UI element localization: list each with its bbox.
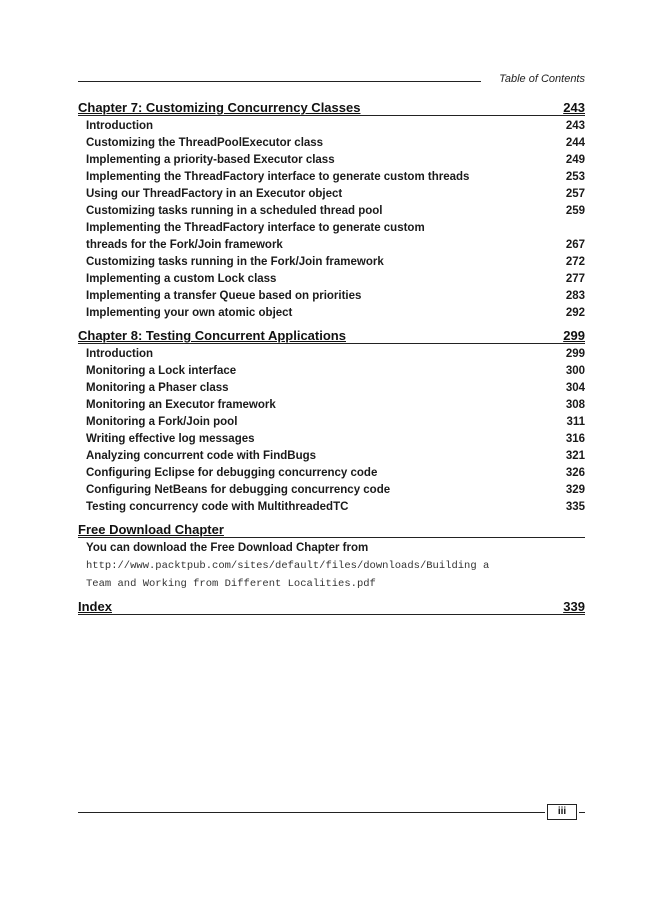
entry-title: Customizing tasks running in the Fork/Join framework <box>86 256 384 268</box>
page-number: iii <box>547 804 577 820</box>
entry-page: 243 <box>565 120 585 132</box>
toc-entry[interactable] <box>86 414 585 431</box>
entry-title: Implementing a priority-based Executor class <box>86 154 335 166</box>
entry-page: 304 <box>565 382 585 394</box>
chapter-title: Index <box>78 599 112 614</box>
entry-page: 326 <box>565 467 585 479</box>
entry-page: 335 <box>565 501 585 513</box>
toc-entry[interactable] <box>86 288 585 305</box>
entry-page: 292 <box>565 307 585 319</box>
entry-title-line-1: Implementing the ThreadFactory interface to generate custom <box>86 222 425 234</box>
entry-title: Writing effective log messages <box>86 433 255 445</box>
toc-entry[interactable] <box>86 397 585 414</box>
free-download-text <box>86 540 585 557</box>
toc-entry[interactable] <box>86 186 585 203</box>
chapter-7-entries <box>86 118 585 322</box>
entry-title: Customizing the ThreadPoolExecutor class <box>86 137 324 149</box>
entry-title: Implementing a custom Lock class <box>86 273 277 285</box>
entry-page: 267 <box>565 239 585 251</box>
entry-title: Monitoring a Fork/Join pool <box>86 416 238 428</box>
header-label: Table of Contents <box>499 73 585 85</box>
entry-title: Implementing a transfer Queue based on priorities <box>86 290 362 302</box>
chapter-title: Free Download Chapter <box>78 522 224 537</box>
chapter-7-heading[interactable] <box>78 98 585 116</box>
entry-page: 272 <box>565 256 585 268</box>
running-header <box>78 72 585 88</box>
entry-page: 308 <box>565 399 585 411</box>
entry-title: Monitoring a Phaser class <box>86 382 229 394</box>
entry-page: 283 <box>565 290 585 302</box>
chapter-8-entries <box>86 346 585 516</box>
page-footer <box>78 804 585 820</box>
toc-entry[interactable] <box>86 271 585 288</box>
entry-title: Configuring Eclipse for debugging concurrency code <box>86 467 378 479</box>
entry-page: 321 <box>565 450 585 462</box>
entry-title: Using our ThreadFactory in an Executor object <box>86 188 343 200</box>
entry-page: 329 <box>565 484 585 496</box>
toc-entry[interactable] <box>86 135 585 152</box>
entry-page: 311 <box>566 416 585 428</box>
entry-title: Introduction <box>86 348 154 360</box>
entry-title-line-2: threads for the Fork/Join framework <box>86 239 283 251</box>
toc-entry[interactable] <box>86 482 585 499</box>
footer-rule <box>78 812 545 813</box>
entry-page: 244 <box>565 137 585 149</box>
table-of-contents <box>78 98 585 615</box>
entry-title: Monitoring a Lock interface <box>86 365 237 377</box>
chapter-title: Chapter 8: Testing Concurrent Applications <box>78 328 346 343</box>
toc-entry[interactable] <box>86 305 585 322</box>
entry-title: Customizing tasks running in a scheduled thread pool <box>86 205 383 217</box>
entry-page: 316 <box>565 433 585 445</box>
entry-page: 257 <box>565 188 585 200</box>
toc-entry[interactable] <box>86 254 585 271</box>
toc-entry[interactable] <box>86 118 585 135</box>
toc-entry[interactable] <box>86 431 585 448</box>
entry-page: 253 <box>565 171 585 183</box>
entry-title: Introduction <box>86 120 154 132</box>
download-url-line-2[interactable]: Team and Working from Different Localities.pdf <box>86 578 376 590</box>
toc-entry[interactable] <box>86 363 585 380</box>
entry-title: Analyzing concurrent code with FindBugs <box>86 450 317 462</box>
entry-title: Implementing the ThreadFactory interface to generate custom threads <box>86 171 470 183</box>
chapter-8-heading[interactable] <box>78 326 585 344</box>
free-download-entries <box>86 540 585 593</box>
entry-title: You can download the Free Download Chapter from <box>86 542 369 554</box>
entry-page: 249 <box>565 154 585 166</box>
header-rule <box>78 81 481 82</box>
entry-title: Monitoring an Executor framework <box>86 399 276 411</box>
toc-entry[interactable] <box>86 220 585 254</box>
chapter-title: Chapter 7: Customizing Concurrency Classes <box>78 100 361 115</box>
entry-title: Testing concurrency code with MultithreadedTC <box>86 501 349 513</box>
entry-page: 277 <box>565 273 585 285</box>
toc-entry[interactable] <box>86 152 585 169</box>
toc-entry[interactable] <box>86 346 585 363</box>
entry-title: Implementing your own atomic object <box>86 307 293 319</box>
entry-title <box>86 220 425 254</box>
index-heading[interactable] <box>78 597 585 615</box>
entry-page: 259 <box>565 205 585 217</box>
toc-entry[interactable] <box>86 448 585 465</box>
entry-title: Configuring NetBeans for debugging concurrency code <box>86 484 391 496</box>
chapter-page: 299 <box>563 328 585 343</box>
toc-entry[interactable] <box>86 499 585 516</box>
toc-entry[interactable] <box>86 169 585 186</box>
chapter-page: 243 <box>563 100 585 115</box>
entry-page: 299 <box>565 348 585 360</box>
toc-entry[interactable] <box>86 203 585 220</box>
entry-page: 300 <box>565 365 585 377</box>
free-download-heading[interactable] <box>78 520 585 538</box>
toc-entry[interactable] <box>86 380 585 397</box>
footer-rule-end <box>579 812 585 813</box>
download-url-line-1[interactable]: http://www.packtpub.com/sites/default/files/downloads/Building a <box>86 560 490 572</box>
chapter-page: 339 <box>563 599 585 614</box>
toc-entry[interactable] <box>86 465 585 482</box>
